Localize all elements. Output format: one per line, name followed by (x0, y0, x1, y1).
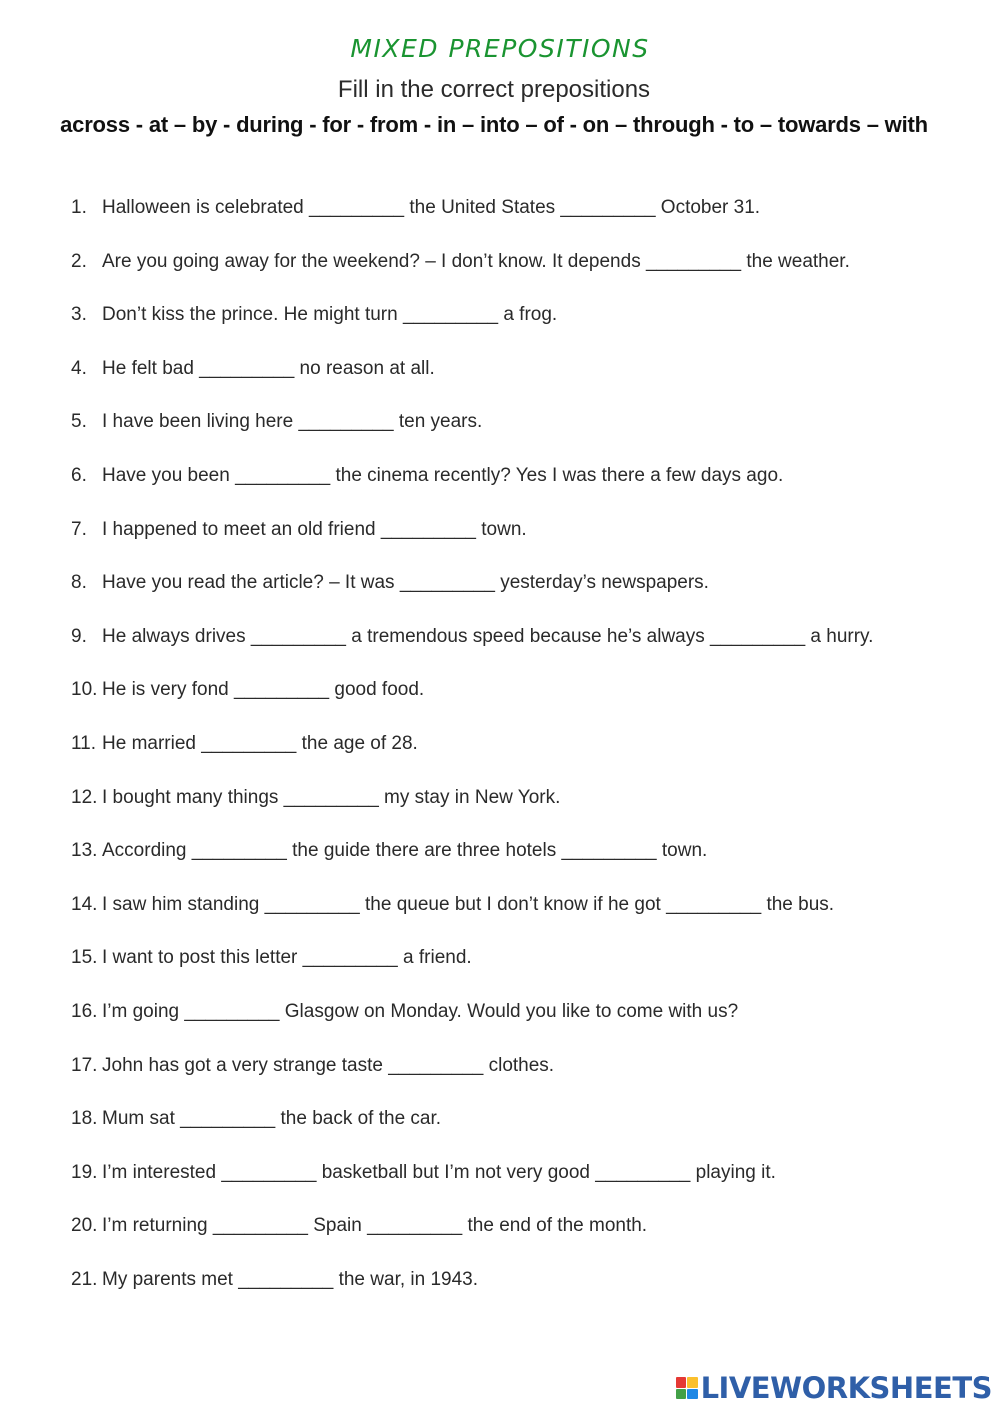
question-text: He is very fond _________ good food. (102, 679, 425, 701)
liveworksheets-logo-icon (676, 1377, 698, 1399)
question-item: 1. Halloween is celebrated _________ the United States _________ October 31. (71, 196, 971, 250)
question-text: I’m returning _________ Spain _________ the end of the month. (102, 1215, 648, 1237)
logo-square-yellow (687, 1377, 698, 1388)
worksheet-title: MIXED PREPOSITIONS (350, 34, 650, 63)
question-text: John has got a very strange taste _________ clothes. (102, 1054, 555, 1076)
question-item: 17. John has got a very strange taste _________ clothes. (71, 1054, 971, 1108)
question-list (71, 196, 971, 1321)
word-bank: across - at – by - during - for - from - in – into – of - on – through - to – towards – with (60, 112, 928, 137)
question-text: Are you going away for the weekend? – I don’t know. It depends _________ the weather. (102, 250, 850, 272)
question-text: I’m interested _________ basketball but I’m not very good _________ playing it. (102, 1161, 776, 1183)
question-item: 12. I bought many things _________ my stay in New York. (71, 786, 971, 840)
question-text: Have you read the article? – It was _________ yesterday’s newspapers. (102, 572, 709, 594)
logo-square-red (676, 1377, 687, 1388)
question-text: Have you been _________ the cinema recently? Yes I was there a few days ago. (102, 464, 784, 486)
question-item: 2. Are you going away for the weekend? – I don’t know. It depends _________ the weather. (71, 250, 971, 304)
worksheet-instructions: Fill in the correct prepositions (337, 76, 651, 103)
question-text: I happened to meet an old friend _________ town. (102, 518, 527, 540)
question-item: 14. I saw him standing _________ the queue but I don’t know if he got _________ the bus. (71, 893, 971, 947)
question-text: I saw him standing _________ the queue but I don’t know if he got _________ the bus. (102, 893, 835, 915)
question-item: 8. Have you read the article? – It was _________ yesterday’s newspapers. (71, 571, 971, 625)
question-item: 9. He always drives _________ a tremendous speed because he’s always _________ a hurry. (71, 625, 971, 679)
question-item: 21. My parents met _________ the war, in 1943. (71, 1268, 971, 1322)
logo-square-green (676, 1389, 687, 1400)
question-item: 16. I’m going _________ Glasgow on Monday. Would you like to come with us? (71, 1000, 971, 1054)
question-item: 11. He married _________ the age of 28. (71, 732, 971, 786)
question-text: My parents met _________ the war, in 1943. (102, 1268, 479, 1290)
question-text: I bought many things _________ my stay in New York. (102, 786, 561, 808)
question-item: 3. Don’t kiss the prince. He might turn _________ a frog. (71, 303, 971, 357)
question-item: 4. He felt bad _________ no reason at all. (71, 357, 971, 411)
question-text: According _________ the guide there are three hotels _________ town. (102, 840, 708, 862)
question-item: 18. Mum sat _________ the back of the car. (71, 1107, 971, 1161)
question-item: 19. I’m interested _________ basketball but I’m not very good _________ playing it. (71, 1161, 971, 1215)
question-item: 15. I want to post this letter _________ a friend. (71, 946, 971, 1000)
question-item: 5. I have been living here _________ ten years. (71, 410, 971, 464)
question-text: He always drives _________ a tremendous speed because he’s always _________ a hurry. (102, 625, 874, 647)
question-text: Mum sat _________ the back of the car. (102, 1108, 442, 1130)
question-item: 7. I happened to meet an old friend _________ town. (71, 518, 971, 572)
question-item: 13. According _________ the guide there are three hotels _________ town. (71, 839, 971, 893)
question-text: Halloween is celebrated _________ the United States _________ October 31. (102, 197, 761, 218)
question-item: 20. I’m returning _________ Spain _________ the end of the month. (71, 1214, 971, 1268)
logo-square-blue (687, 1389, 698, 1400)
liveworksheets-logo (676, 1371, 992, 1405)
question-text: He felt bad _________ no reason at all. (102, 357, 435, 379)
question-text: I’m going _________ Glasgow on Monday. Would you like to come with us? (102, 1000, 739, 1022)
question-text: Don’t kiss the prince. He might turn _________ a frog. (102, 304, 558, 326)
question-text: He married _________ the age of 28. (102, 732, 418, 754)
question-item: 10. He is very fond _________ good food. (71, 678, 971, 732)
question-text: I have been living here _________ ten years. (102, 411, 483, 433)
question-text: I want to post this letter _________ a friend. (102, 947, 472, 969)
question-item: 6. Have you been _________ the cinema recently? Yes I was there a few days ago. (71, 464, 971, 518)
logo-text: LIVEWORKSHEETS (700, 1371, 992, 1405)
